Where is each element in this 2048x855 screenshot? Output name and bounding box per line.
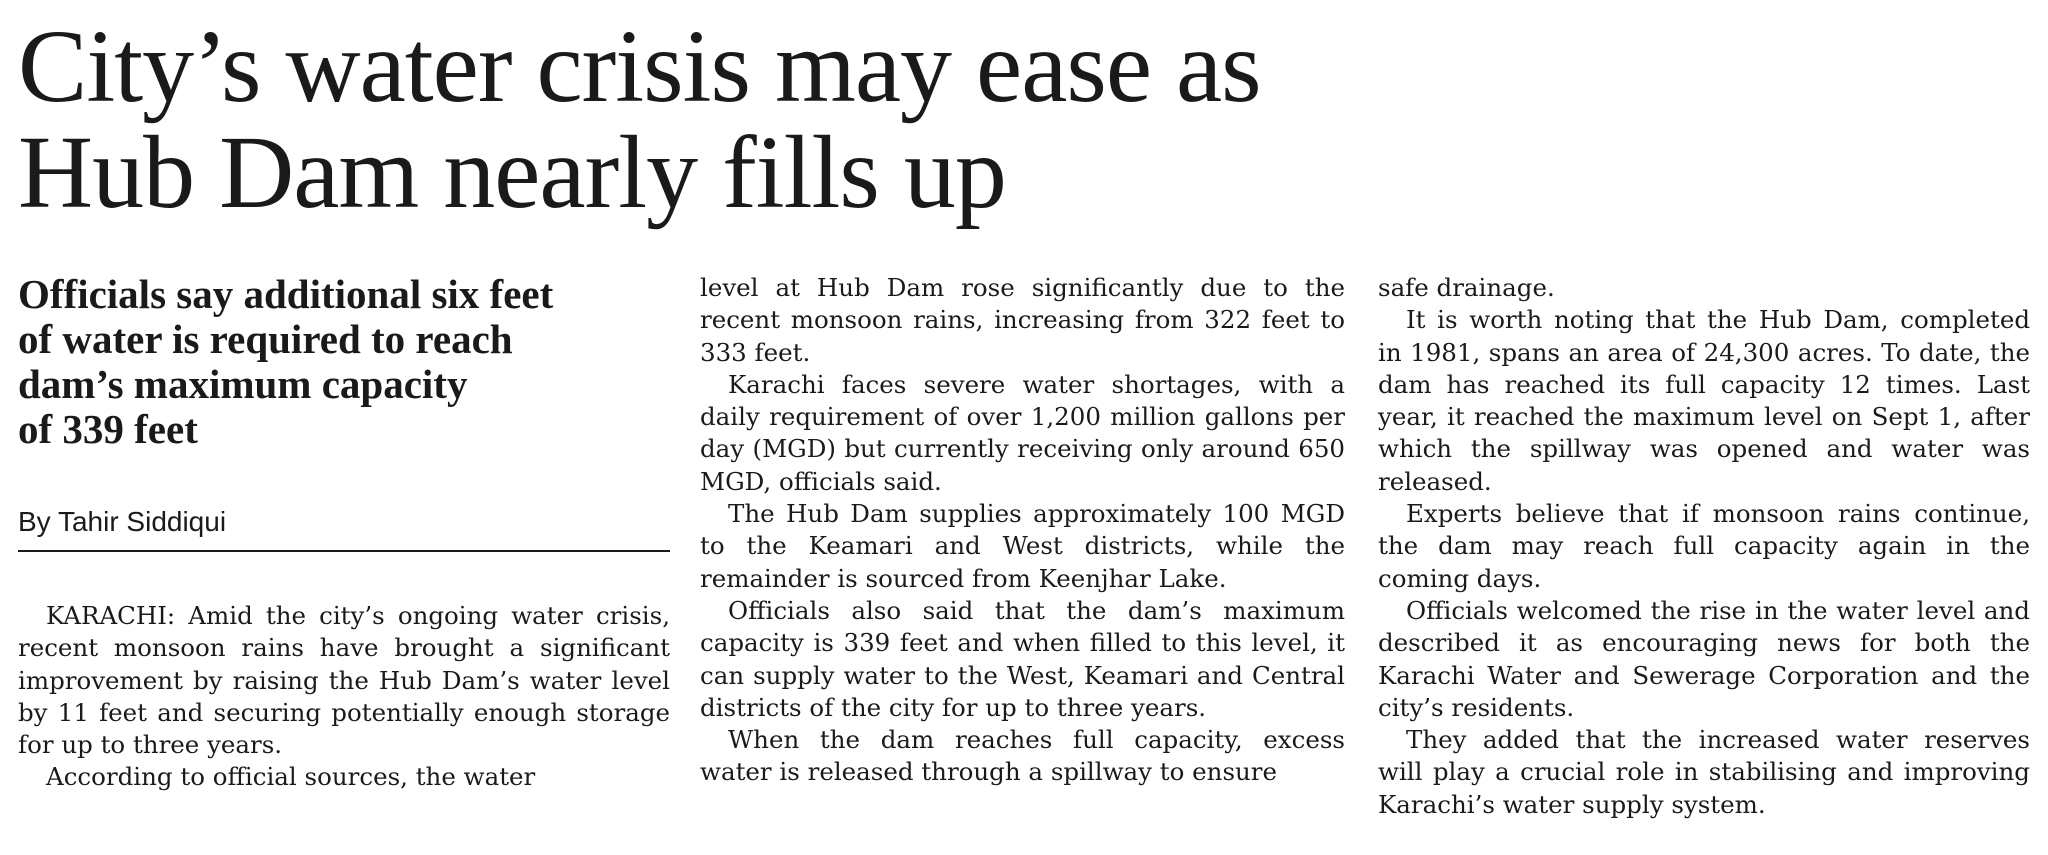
paragraph: According to official sources, the water xyxy=(46,762,536,792)
paragraph: Experts believe that if monsoon rains continue, the dam may reach full capacity again in the coming days. xyxy=(1378,499,2030,593)
column-1 xyxy=(18,272,670,794)
headline-line: City’s water crisis may ease as xyxy=(18,9,1261,124)
subheadline xyxy=(18,272,670,452)
column-2 xyxy=(700,272,1345,789)
paragraph: Officials welcomed the rise in the water level and described it as encouraging news for both the Karachi Water and Sewerage Corporation and the city’s residents. xyxy=(1378,595,2030,722)
subheadline-line: Officials say additional six feet xyxy=(18,271,554,317)
byline: By Tahir Siddiqui xyxy=(18,506,670,552)
paragraph: Karachi faces severe water shortages, with a daily requirement of over 1,200 million gallons per day (MGD) but currently receiving only around 650 MGD, officials said. xyxy=(700,369,1345,496)
body-column-3 xyxy=(1378,272,2030,821)
paragraph: When the dam reaches full capacity, excess water is released through a spillway to ensure xyxy=(700,725,1345,787)
paragraph: level at Hub Dam rose significantly due to the recent monsoon rains, increasing from 322 feet to 333 feet. xyxy=(700,273,1345,367)
column-3 xyxy=(1378,272,2030,821)
subheadline-line: of 339 feet xyxy=(18,406,198,452)
paragraph: They added that the increased water reserves will play a crucial role in stabilising and improving Karachi’s water supply system. xyxy=(1378,725,2030,819)
paragraph: Officials also said that the dam’s maximum capacity is 339 feet and when filled to this level, it can supply water to the West, Keamari and Central districts of the city for up to three years. xyxy=(700,595,1345,722)
subheadline-line: dam’s maximum capacity xyxy=(18,361,468,407)
headline xyxy=(18,9,1918,230)
body-column-2 xyxy=(700,272,1345,789)
paragraph: safe drainage. xyxy=(1378,273,1555,302)
paragraph: It is worth noting that the Hub Dam, completed in 1981, spans an area of 24,300 acres. To date, the dam has reached its full capacity 12 times. Last year, it reached the maximum level on Sept 1, after which the spillway was opened and water was released. xyxy=(1378,305,2030,496)
paragraph: The Hub Dam supplies approximately 100 MGD to the Keamari and West districts, while the remainder is sourced from Keenjhar Lake. xyxy=(700,499,1345,593)
subheadline-line: of water is required to reach xyxy=(18,316,513,362)
body-column-1 xyxy=(18,600,670,794)
paragraph: KARACHI: Amid the city’s ongoing water crisis, recent monsoon rains have brought a significant improvement by raising the Hub Dam’s water level by 11 feet and securing potentially enough storage for up to three years. xyxy=(18,601,670,760)
headline-line: Hub Dam nearly fills up xyxy=(18,115,1006,230)
